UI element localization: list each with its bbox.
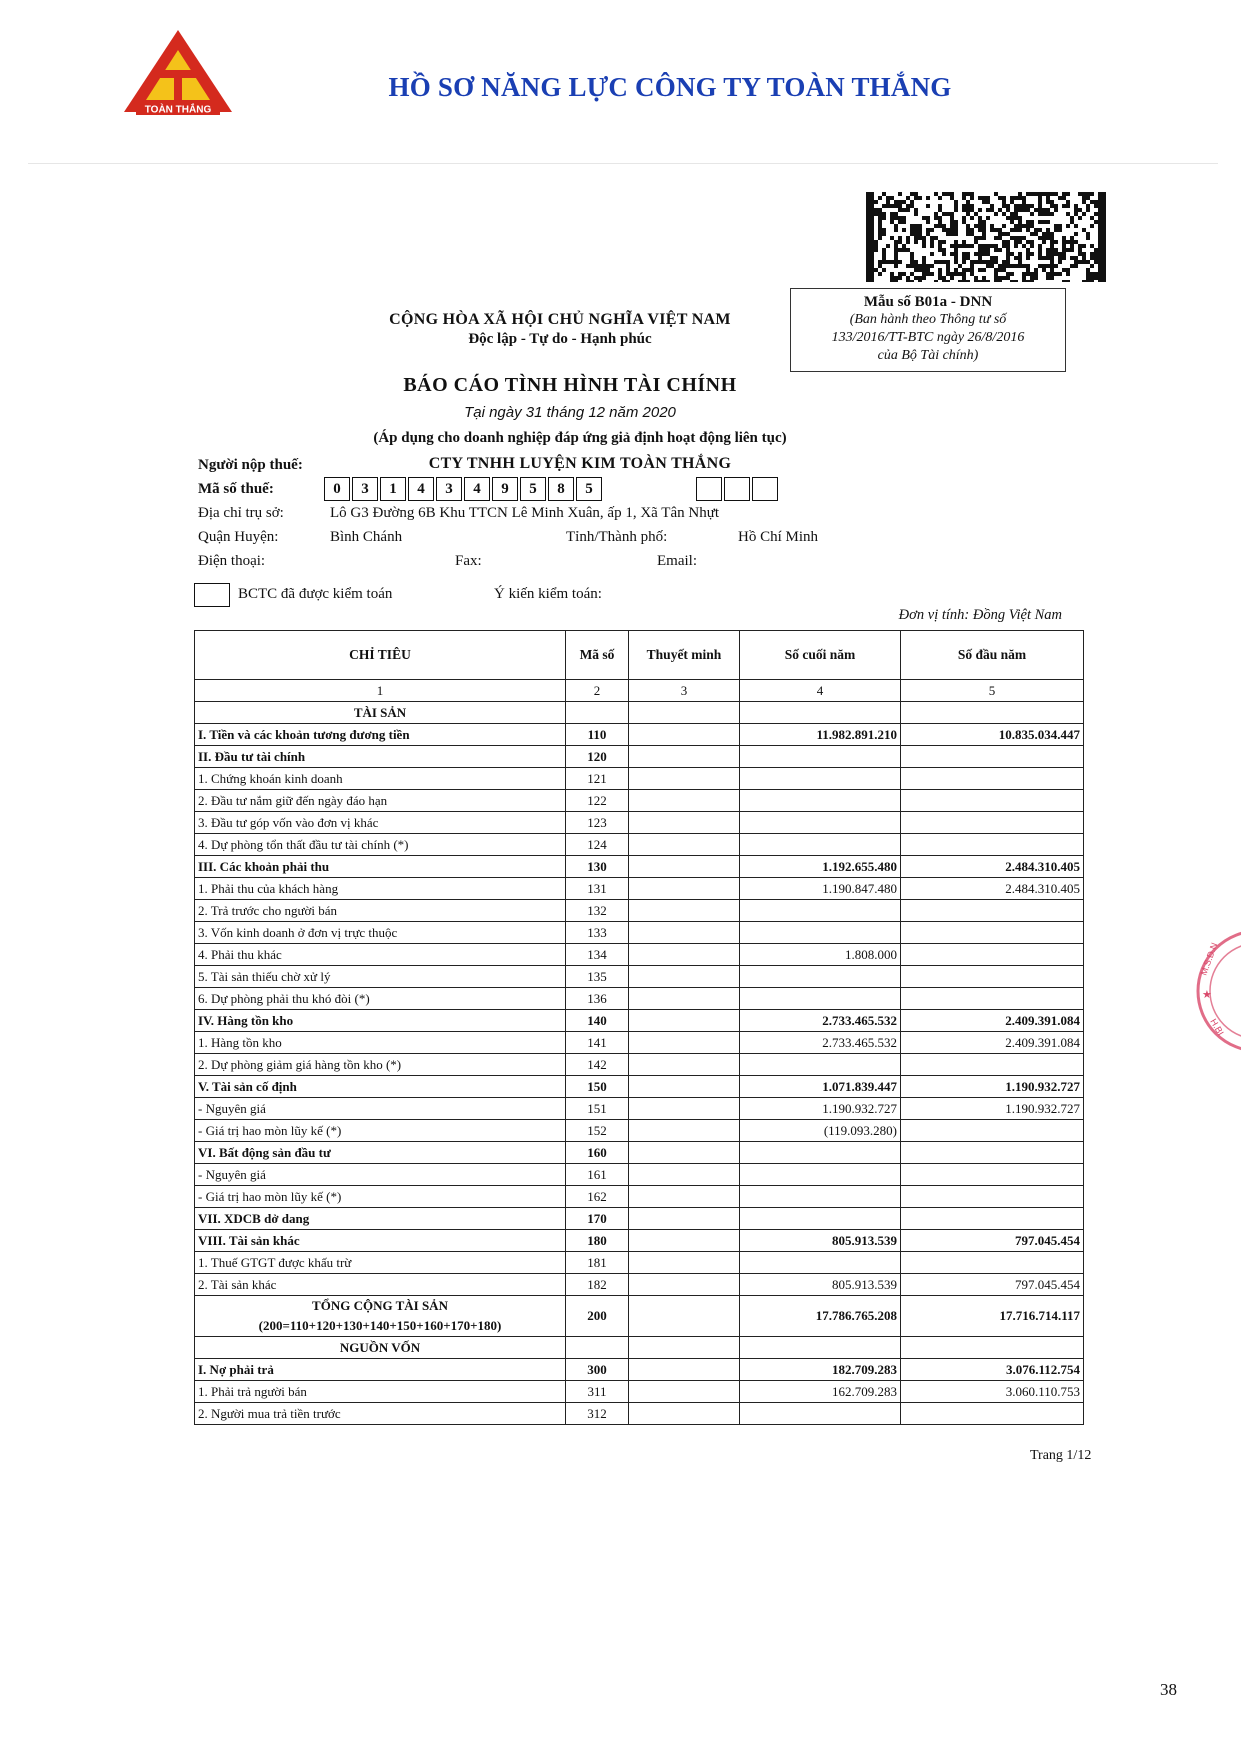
- code-cell: 180: [566, 1230, 629, 1252]
- note-cell: [629, 1274, 740, 1296]
- begin-value-cell: 1.190.932.727: [901, 1076, 1084, 1098]
- col-header-item: CHỈ TIÊU: [195, 631, 566, 680]
- table-row: [195, 1274, 1084, 1296]
- note-cell: [629, 1120, 740, 1142]
- begin-value-cell: [901, 834, 1084, 856]
- code-cell: [566, 1337, 629, 1359]
- code-cell: 151: [566, 1098, 629, 1120]
- table-row: [195, 1076, 1084, 1098]
- code-cell: 136: [566, 988, 629, 1010]
- table-row: [195, 1403, 1084, 1425]
- end-value-cell: [740, 702, 901, 724]
- table-row: [195, 1252, 1084, 1274]
- note-cell: [629, 1403, 740, 1425]
- end-value-cell: 182.709.283: [740, 1359, 901, 1381]
- republic-heading: CỘNG HÒA XÃ HỘI CHỦ NGHĨA VIỆT NAM: [389, 311, 731, 328]
- note-cell: [629, 746, 740, 768]
- code-cell: 122: [566, 790, 629, 812]
- address-label: Địa chỉ trụ sở:: [198, 505, 284, 521]
- item-label: - Nguyên giá: [195, 1164, 566, 1186]
- taxid-extra-box: [724, 477, 750, 501]
- taxid-digit-box: 8: [548, 477, 574, 501]
- begin-value-cell: 1.190.932.727: [901, 1098, 1084, 1120]
- province-value: Hồ Chí Minh: [738, 529, 819, 545]
- code-cell: 182: [566, 1274, 629, 1296]
- table-row: [195, 1032, 1084, 1054]
- item-label: - Giá trị hao mòn lũy kế (*): [195, 1186, 566, 1208]
- note-cell: [629, 702, 740, 724]
- begin-value-cell: [901, 768, 1084, 790]
- form-number: Mẫu số B01a - DNN: [863, 294, 993, 310]
- company-logo: [122, 28, 234, 120]
- begin-value-cell: [901, 1142, 1084, 1164]
- table-row: [195, 790, 1084, 812]
- item-label: 1. Phải thu của khách hàng: [195, 878, 566, 900]
- end-value-cell: [740, 1337, 901, 1359]
- end-value-cell: [740, 1142, 901, 1164]
- note-cell: [629, 1252, 740, 1274]
- item-label: VI. Bất động sản đầu tư: [195, 1142, 566, 1164]
- taxid-extra-box: [696, 477, 722, 501]
- begin-value-cell: [901, 746, 1084, 768]
- table-row: [195, 1098, 1084, 1120]
- begin-value-cell: 797.045.454: [901, 1274, 1084, 1296]
- item-label: - Giá trị hao mòn lũy kế (*): [195, 1120, 566, 1142]
- district-label: Quận Huyện:: [198, 529, 279, 545]
- end-value-cell: [740, 922, 901, 944]
- note-cell: [629, 944, 740, 966]
- note-cell: [629, 812, 740, 834]
- begin-value-cell: 10.835.034.447: [901, 724, 1084, 746]
- end-value-cell: (119.093.280): [740, 1120, 901, 1142]
- begin-value-cell: [901, 1337, 1084, 1359]
- item-label: I. Nợ phải trả: [195, 1359, 566, 1381]
- index-cell: 3: [629, 680, 740, 702]
- code-cell: 152: [566, 1120, 629, 1142]
- table-row: [195, 966, 1084, 988]
- email-label: Email:: [657, 553, 697, 569]
- scan-divider: [28, 163, 1218, 164]
- note-cell: [629, 988, 740, 1010]
- table-row: [195, 1164, 1084, 1186]
- item-label: 2. Đầu tư nắm giữ đến ngày đáo hạn: [195, 790, 566, 812]
- col-header-code: Mã số: [566, 631, 629, 680]
- province-label: Tỉnh/Thành phố:: [566, 529, 668, 545]
- taxid-label: Mã số thuế:: [198, 481, 274, 497]
- taxid-digit-box: 4: [408, 477, 434, 501]
- code-cell: 161: [566, 1164, 629, 1186]
- address-value: Lô G3 Đường 6B Khu TTCN Lê Minh Xuân, ấp 1, Xã Tân Nhựt: [330, 505, 720, 521]
- item-label: 2. Dự phòng giảm giá hàng tồn kho (*): [195, 1054, 566, 1076]
- table-row: [195, 922, 1084, 944]
- begin-value-cell: [901, 812, 1084, 834]
- code-cell: 121: [566, 768, 629, 790]
- taxid-digit-box: 3: [436, 477, 462, 501]
- logo-text: TOÀN THẮNG: [144, 104, 212, 116]
- table-row: [195, 834, 1084, 856]
- form-note-line-2: 133/2016/TT-BTC ngày 26/8/2016: [831, 330, 1025, 345]
- begin-value-cell: [901, 1164, 1084, 1186]
- note-cell: [629, 878, 740, 900]
- end-value-cell: 2.733.465.532: [740, 1010, 901, 1032]
- table-row: [195, 768, 1084, 790]
- item-label: 2. Tài sản khác: [195, 1274, 566, 1296]
- begin-value-cell: [901, 1252, 1084, 1274]
- note-cell: [629, 1381, 740, 1403]
- barcode-icon: [866, 192, 1106, 282]
- note-cell: [629, 1076, 740, 1098]
- note-cell: [629, 1142, 740, 1164]
- taxid-digit-box: 5: [576, 477, 602, 501]
- note-cell: [629, 768, 740, 790]
- note-cell: [629, 1032, 740, 1054]
- code-cell: 123: [566, 812, 629, 834]
- note-cell: [629, 1296, 740, 1337]
- item-label: - Nguyên giá: [195, 1098, 566, 1120]
- end-value-cell: 805.913.539: [740, 1274, 901, 1296]
- total-formula: (200=110+120+130+140+150+160+170+180): [258, 1318, 502, 1333]
- national-motto: Độc lập - Tự do - Hạnh phúc: [468, 331, 652, 347]
- item-label: 3. Đầu tư góp vốn vào đơn vị khác: [195, 812, 566, 834]
- taxpayer-label: Người nộp thuế:: [198, 457, 303, 473]
- end-value-cell: [740, 1054, 901, 1076]
- item-label: 1. Hàng tồn kho: [195, 1032, 566, 1054]
- taxid-digit-box: 1: [380, 477, 406, 501]
- svg-text:★: ★: [1202, 989, 1212, 1001]
- end-value-cell: [740, 790, 901, 812]
- begin-value-cell: [901, 790, 1084, 812]
- end-value-cell: 17.786.765.208: [740, 1296, 901, 1337]
- code-cell: 141: [566, 1032, 629, 1054]
- code-cell: 124: [566, 834, 629, 856]
- item-label: 4. Dự phòng tổn thất đầu tư tài chính (*): [195, 834, 566, 856]
- col-header-note: Thuyết minh: [629, 631, 740, 680]
- code-cell: 120: [566, 746, 629, 768]
- report-title: BÁO CÁO TÌNH HÌNH TÀI CHÍNH: [403, 374, 737, 396]
- report-date: Tại ngày 31 tháng 12 năm 2020: [464, 404, 676, 421]
- table-row: [195, 900, 1084, 922]
- table-row: [195, 988, 1084, 1010]
- code-cell: 300: [566, 1359, 629, 1381]
- code-cell: 160: [566, 1142, 629, 1164]
- item-label: 2. Trả trước cho người bán: [195, 900, 566, 922]
- index-cell: 5: [901, 680, 1084, 702]
- end-value-cell: [740, 1164, 901, 1186]
- taxid-digit-box: 4: [464, 477, 490, 501]
- item-label: III. Các khoản phải thu: [195, 856, 566, 878]
- end-value-cell: [740, 812, 901, 834]
- form-note-line-3: của Bộ Tài chính): [877, 348, 979, 363]
- code-cell: 142: [566, 1054, 629, 1076]
- code-cell: 150: [566, 1076, 629, 1098]
- table-row: [195, 878, 1084, 900]
- table-header-row: [195, 631, 1084, 680]
- end-value-cell: 1.808.000: [740, 944, 901, 966]
- item-label: 5. Tài sản thiếu chờ xử lý: [195, 966, 566, 988]
- report-applicability: (Áp dụng cho doanh nghiệp đáp ứng giả định hoạt động liên tục): [373, 430, 787, 446]
- col-header-begin: Số đầu năm: [901, 631, 1084, 680]
- index-cell: 4: [740, 680, 901, 702]
- form-number-box: [790, 288, 1066, 372]
- table-row: [195, 1208, 1084, 1230]
- table-row: [195, 1230, 1084, 1252]
- end-value-cell: [740, 768, 901, 790]
- begin-value-cell: [901, 922, 1084, 944]
- section-label: TÀI SẢN: [195, 702, 566, 724]
- table-row: [195, 944, 1084, 966]
- begin-value-cell: [901, 1403, 1084, 1425]
- item-label: 1. Thuế GTGT được khấu trừ: [195, 1252, 566, 1274]
- svg-text:H.BI: H.BI: [1208, 1017, 1226, 1038]
- document-header-title: HỒ SƠ NĂNG LỰC CÔNG TY TOÀN THẮNG: [388, 72, 952, 102]
- code-cell: 200: [566, 1296, 629, 1337]
- code-cell: 162: [566, 1186, 629, 1208]
- financial-position-table: [194, 630, 1084, 1425]
- item-label: VII. XDCB dở dang: [195, 1208, 566, 1230]
- table-row: [195, 724, 1084, 746]
- note-cell: [629, 834, 740, 856]
- col-header-end: Số cuối năm: [740, 631, 901, 680]
- form-note-line-1: (Ban hành theo Thông tư số: [849, 312, 1007, 327]
- district-value: Bình Chánh: [330, 529, 403, 545]
- item-label: IV. Hàng tồn kho: [195, 1010, 566, 1032]
- table-row: [195, 1296, 1084, 1337]
- table-row: [195, 1359, 1084, 1381]
- phone-label: Điện thoại:: [198, 553, 266, 569]
- code-cell: 140: [566, 1010, 629, 1032]
- note-cell: [629, 1230, 740, 1252]
- end-value-cell: [740, 746, 901, 768]
- note-cell: [629, 1186, 740, 1208]
- table-row: [195, 856, 1084, 878]
- code-cell: 133: [566, 922, 629, 944]
- end-value-cell: 162.709.283: [740, 1381, 901, 1403]
- code-cell: 170: [566, 1208, 629, 1230]
- code-cell: 135: [566, 966, 629, 988]
- note-cell: [629, 922, 740, 944]
- end-value-cell: 1.190.932.727: [740, 1098, 901, 1120]
- table-row: [195, 812, 1084, 834]
- audited-label: BCTC đã được kiểm toán: [238, 586, 393, 602]
- note-cell: [629, 966, 740, 988]
- item-label: 1. Phải trả người bán: [195, 1381, 566, 1403]
- audited-checkbox[interactable]: [194, 583, 230, 607]
- begin-value-cell: [901, 988, 1084, 1010]
- begin-value-cell: 3.060.110.753: [901, 1381, 1084, 1403]
- end-value-cell: 1.071.839.447: [740, 1076, 901, 1098]
- begin-value-cell: 2.409.391.084: [901, 1010, 1084, 1032]
- table-row: [195, 1381, 1084, 1403]
- end-value-cell: 1.190.847.480: [740, 878, 901, 900]
- begin-value-cell: [901, 1186, 1084, 1208]
- begin-value-cell: 2.484.310.405: [901, 856, 1084, 878]
- taxid-digit-box: 5: [520, 477, 546, 501]
- end-value-cell: [740, 1186, 901, 1208]
- fax-label: Fax:: [455, 553, 482, 569]
- begin-value-cell: [901, 944, 1084, 966]
- begin-value-cell: 2.484.310.405: [901, 878, 1084, 900]
- table-row: [195, 746, 1084, 768]
- item-label: V. Tài sản cố định: [195, 1076, 566, 1098]
- end-value-cell: 11.982.891.210: [740, 724, 901, 746]
- note-cell: [629, 724, 740, 746]
- end-value-cell: [740, 966, 901, 988]
- total-label-cell: [195, 1296, 566, 1337]
- note-cell: [629, 1208, 740, 1230]
- note-cell: [629, 1337, 740, 1359]
- code-cell: 181: [566, 1252, 629, 1274]
- code-cell: 311: [566, 1381, 629, 1403]
- begin-value-cell: 797.045.454: [901, 1230, 1084, 1252]
- item-label: 2. Người mua trả tiền trước: [195, 1403, 566, 1425]
- table-row: [195, 1186, 1084, 1208]
- table-row: [195, 1010, 1084, 1032]
- begin-value-cell: [901, 702, 1084, 724]
- table-index-row: [195, 680, 1084, 702]
- code-cell: 131: [566, 878, 629, 900]
- table-row: [195, 702, 1084, 724]
- end-value-cell: [740, 900, 901, 922]
- end-value-cell: [740, 834, 901, 856]
- taxpayer-name: CTY TNHH LUYỆN KIM TOÀN THẮNG: [428, 455, 732, 472]
- begin-value-cell: [901, 1054, 1084, 1076]
- taxid-extra-box: [752, 477, 778, 501]
- item-label: II. Đầu tư tài chính: [195, 746, 566, 768]
- item-label: 6. Dự phòng phải thu khó đòi (*): [195, 988, 566, 1010]
- item-label: VIII. Tài sản khác: [195, 1230, 566, 1252]
- table-row: [195, 1120, 1084, 1142]
- note-cell: [629, 1359, 740, 1381]
- index-cell: 1: [195, 680, 566, 702]
- end-value-cell: [740, 988, 901, 1010]
- begin-value-cell: [901, 966, 1084, 988]
- begin-value-cell: 2.409.391.084: [901, 1032, 1084, 1054]
- begin-value-cell: 3.076.112.754: [901, 1359, 1084, 1381]
- index-cell: 2: [566, 680, 629, 702]
- svg-text:M.S.D.N: M.S.D.N: [1198, 941, 1220, 977]
- begin-value-cell: [901, 1208, 1084, 1230]
- table-row: [195, 1142, 1084, 1164]
- currency-unit: Đơn vị tính: Đồng Việt Nam: [898, 607, 1062, 623]
- note-cell: [629, 1010, 740, 1032]
- note-cell: [629, 856, 740, 878]
- code-cell: 130: [566, 856, 629, 878]
- end-value-cell: [740, 1208, 901, 1230]
- end-value-cell: 805.913.539: [740, 1230, 901, 1252]
- section-label: NGUỒN VỐN: [195, 1337, 566, 1359]
- item-label: 3. Vốn kinh doanh ở đơn vị trực thuộc: [195, 922, 566, 944]
- item-label: 1. Chứng khoán kinh doanh: [195, 768, 566, 790]
- note-cell: [629, 1098, 740, 1120]
- table-row: [195, 1337, 1084, 1359]
- end-value-cell: 2.733.465.532: [740, 1032, 901, 1054]
- taxid-digit-box: 3: [352, 477, 378, 501]
- taxid-digit-box: 9: [492, 477, 518, 501]
- taxid-digit-box: 0: [324, 477, 350, 501]
- code-cell: 312: [566, 1403, 629, 1425]
- report-page-footer: Trang 1/12: [1030, 1448, 1092, 1463]
- code-cell: 132: [566, 900, 629, 922]
- begin-value-cell: [901, 900, 1084, 922]
- end-value-cell: 1.192.655.480: [740, 856, 901, 878]
- begin-value-cell: 17.716.714.117: [901, 1296, 1084, 1337]
- code-cell: 110: [566, 724, 629, 746]
- note-cell: [629, 900, 740, 922]
- company-stamp-icon: [1188, 926, 1241, 1056]
- end-value-cell: [740, 1403, 901, 1425]
- code-cell: [566, 702, 629, 724]
- begin-value-cell: [901, 1120, 1084, 1142]
- item-label: I. Tiền và các khoản tương đương tiền: [195, 724, 566, 746]
- note-cell: [629, 1164, 740, 1186]
- total-label: TỔNG CỘNG TÀI SẢN: [312, 1298, 448, 1313]
- table-row: [195, 1054, 1084, 1076]
- page-number: 38: [1160, 1680, 1177, 1699]
- audit-opinion-label: Ý kiến kiểm toán:: [494, 586, 602, 602]
- item-label: 4. Phải thu khác: [195, 944, 566, 966]
- code-cell: 134: [566, 944, 629, 966]
- note-cell: [629, 1054, 740, 1076]
- end-value-cell: [740, 1252, 901, 1274]
- note-cell: [629, 790, 740, 812]
